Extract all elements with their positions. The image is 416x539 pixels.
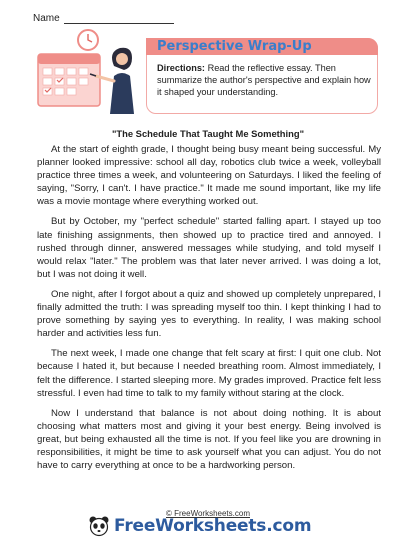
worksheet-title: Perspective Wrap-Up (157, 39, 312, 54)
essay-paragraph: The next week, I made one change that felt scary at first: I quit one club. Not because I hated it, but because I needed breathing room. Almost immediately, I felt the difference. I started sleeping more. My grades improved. Practice felt less stressful. I even had time to talk to my family without staring at the clock. (37, 348, 381, 399)
essay-paragraph: But by October, my "perfect schedule" started falling apart. I stayed up too late finishing assignments, then showed up to practice tired and annoyed. I rushed through dinner, answered messages while studying, and told myself I would relax "later." The problem was that later never arrived. I was doing a lot, but I was not doing it well. (37, 216, 381, 280)
name-field (33, 13, 174, 24)
brand-name: FreeWorksheets.com (114, 516, 312, 536)
essay-paragraph: Now I understand that balance is not about doing nothing. It is about choosing what matters most and giving it your best energy. Being involved is great, but being exhausted all the time is not. If you feel like you are drowning in responsibilities, it might be time to ask yourself what you can adjust. You do not have to carry everything at once to be a hardworking person. (37, 407, 381, 472)
essay-paragraph: One night, after I forgot about a quiz and showed up completely unprepared, I finally admitted the truth: I was spreading myself too thin. I kept thinking I had to prove something by saying yes to everything. In reality, I was making school harder and activities less fun. (37, 288, 381, 340)
footer-link[interactable]: © FreeWorksheets.com (166, 509, 250, 518)
essay-title: "The Schedule That Taught Me Something" (111, 128, 305, 139)
header-panel (30, 38, 388, 114)
panda-icon (88, 515, 110, 537)
name-label: Name (33, 13, 60, 24)
directions-body: Read the reflective essay. Then summarize the author's perspective and explain how it shaped your understanding. (157, 63, 371, 97)
student-calendar-illustration (30, 26, 160, 118)
directions-label: Directions: (157, 63, 205, 73)
directions-text (157, 62, 372, 98)
brand-logo (88, 515, 311, 537)
name-blank-line[interactable] (64, 14, 174, 24)
essay-paragraph: At the start of eighth grade, I thought being busy meant being successful. My planner looked impressive: school all day, robotics club twice a week, volleyball practice three times a week, and volunteering on Saturdays. I liked the feeling of saying, "Sorry, I can't. I have practice." It made me sound important, like my life was a movie montage where everything worked out. (37, 144, 381, 208)
essay-body (37, 143, 381, 479)
